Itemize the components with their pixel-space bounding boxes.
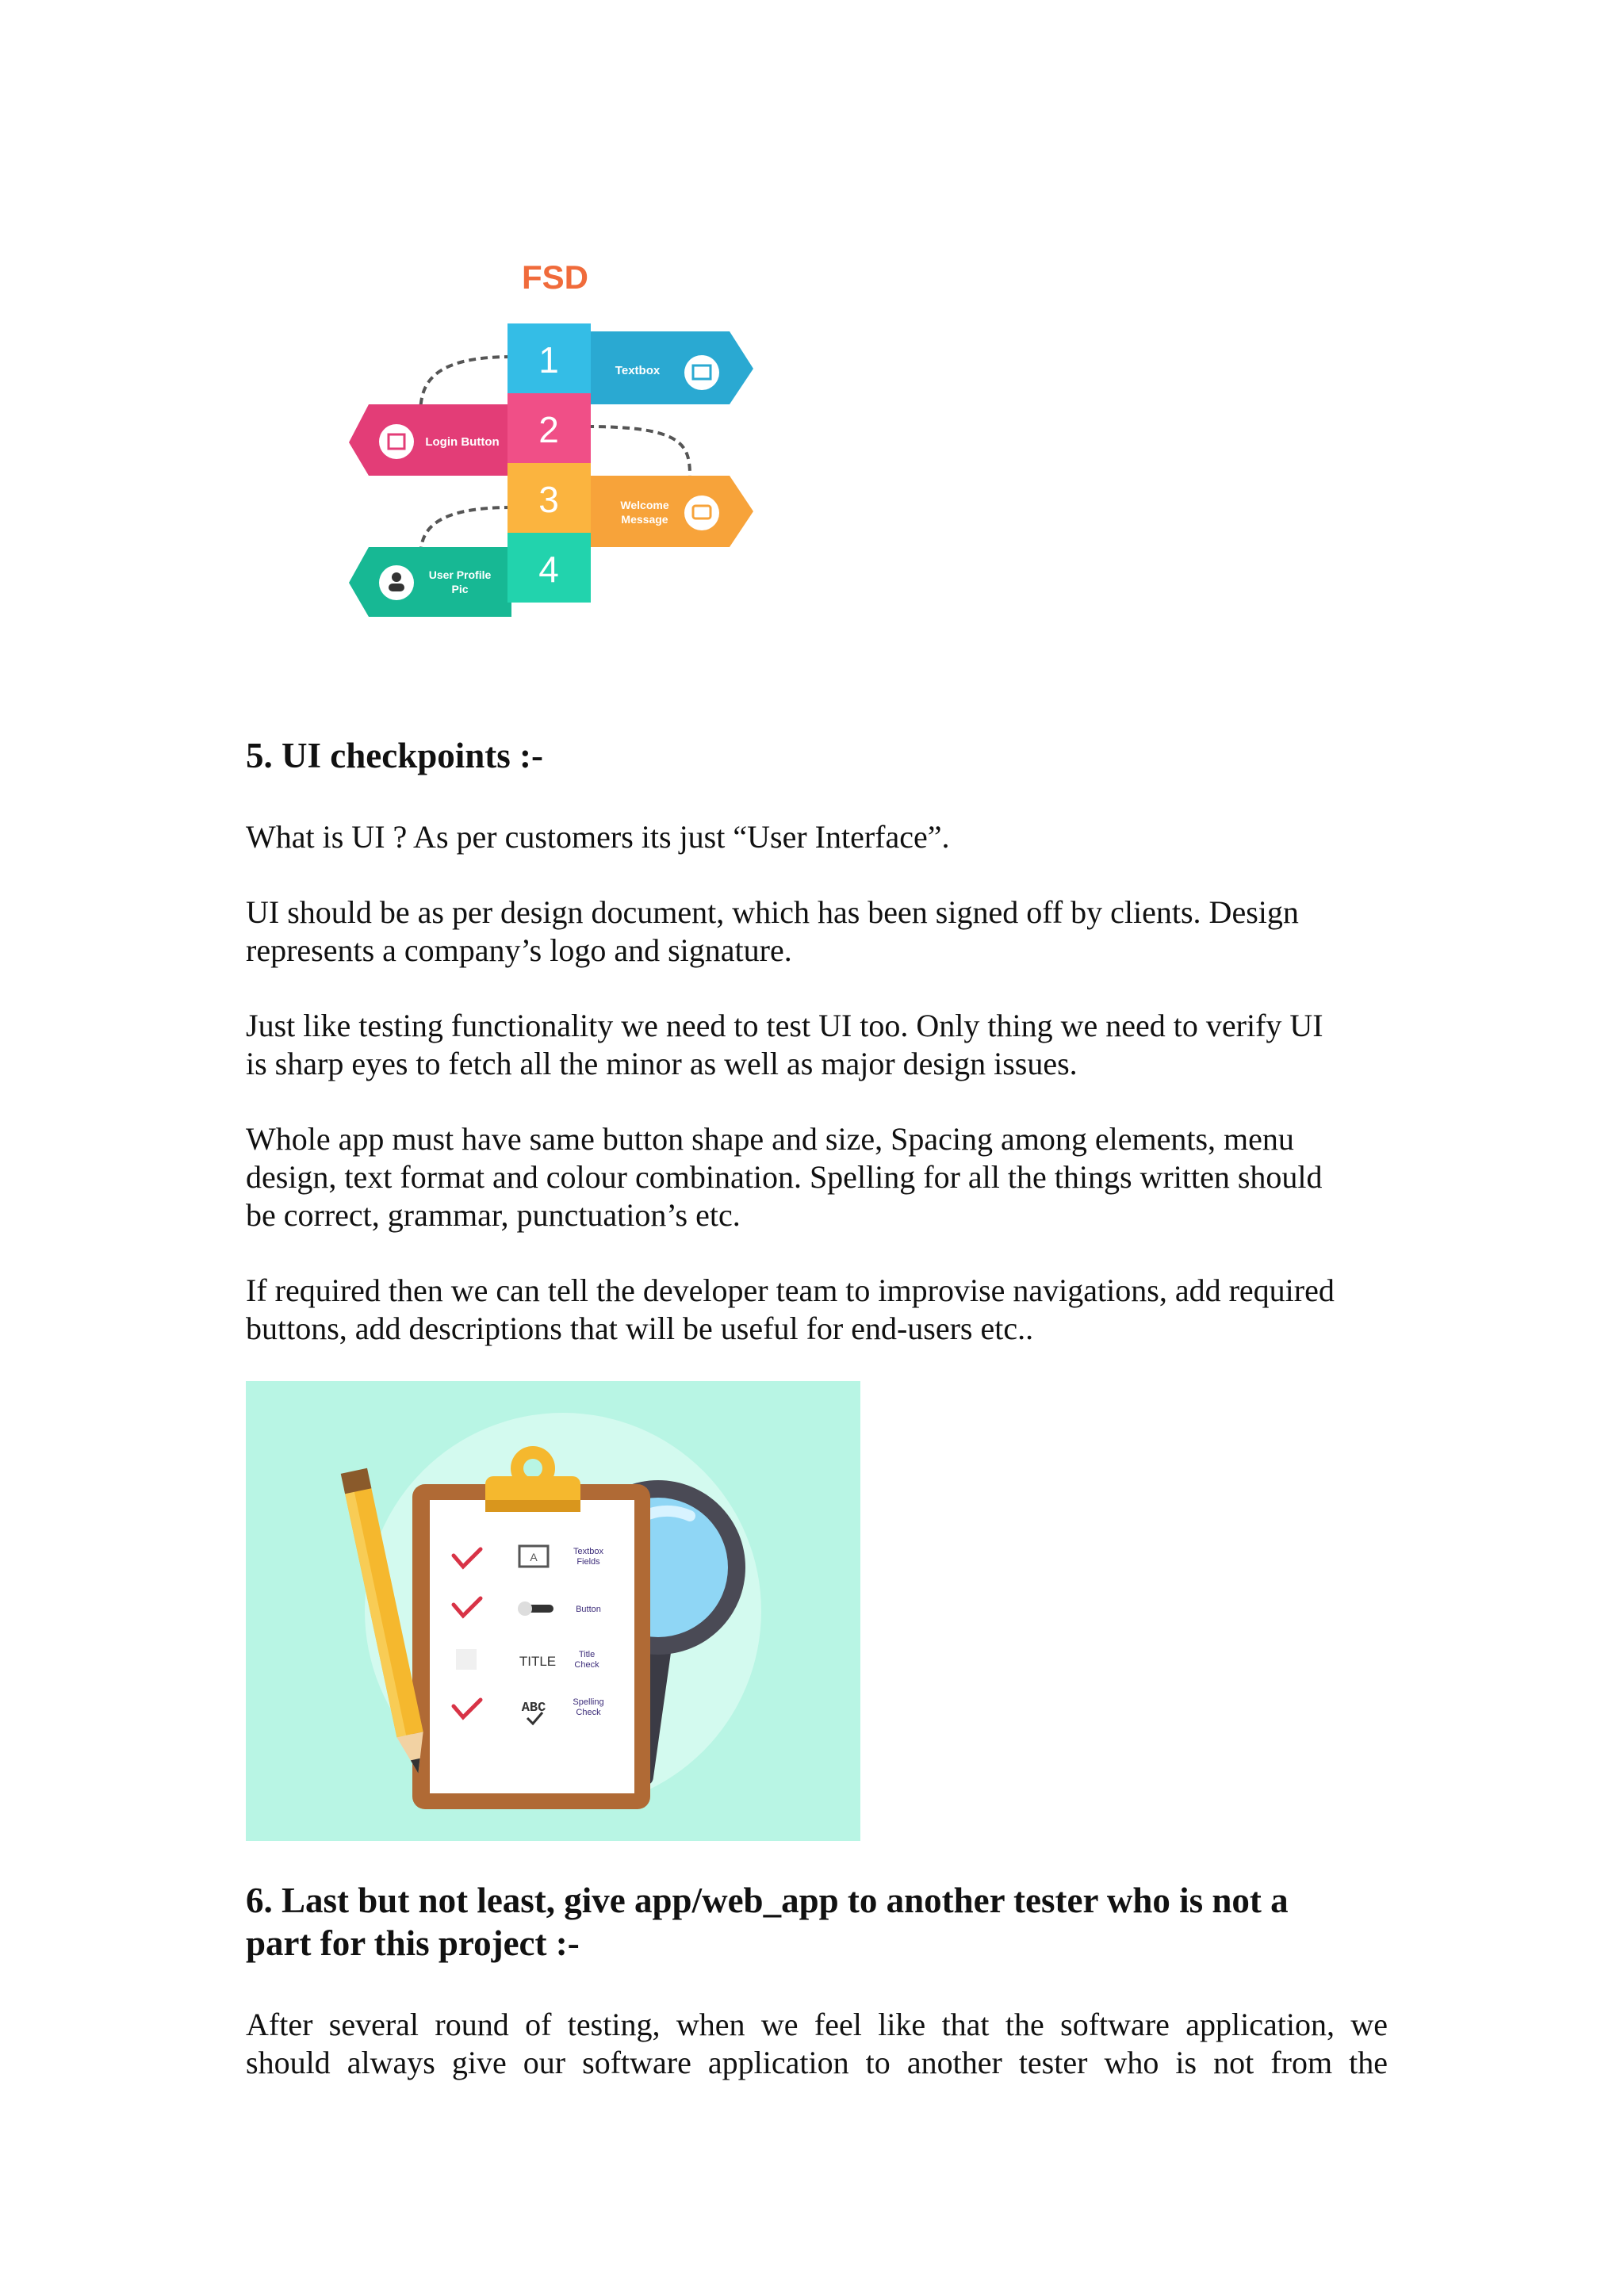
section-5-paragraph-4: Whole app must have same button shape and size, Spacing among elements, menu design, text format and colour combination. Spelling for all the things written should be correct, grammar, punctuation’s etc. bbox=[246, 1121, 1323, 1233]
fsd-step-4 bbox=[349, 533, 591, 617]
svg-text:ABC: ABC bbox=[521, 1701, 546, 1716]
step-number: 3 bbox=[538, 479, 559, 520]
svg-text:Spelling: Spelling bbox=[573, 1697, 604, 1707]
svg-text:Title: Title bbox=[578, 1650, 596, 1659]
step-label: Pic bbox=[451, 583, 469, 595]
step-label: Message bbox=[621, 513, 668, 526]
svg-text:Button: Button bbox=[576, 1605, 601, 1614]
svg-text:Check: Check bbox=[576, 1708, 601, 1717]
textbox-icon bbox=[684, 355, 719, 390]
step-number: 1 bbox=[538, 339, 559, 381]
login-icon bbox=[379, 424, 414, 459]
clipboard-paper bbox=[430, 1500, 634, 1793]
step-label: Textbox bbox=[615, 364, 661, 377]
fsd-title: FSD bbox=[522, 258, 588, 296]
user-profile-icon bbox=[379, 565, 414, 600]
empty-checkbox bbox=[456, 1649, 477, 1670]
step-number: 2 bbox=[538, 409, 559, 450]
section-5-heading: 5. UI checkpoints :- bbox=[246, 736, 544, 775]
svg-text:A: A bbox=[530, 1551, 538, 1563]
section-5-paragraph-2: UI should be as per design document, which has been signed off by clients. Design represents a company’s logo and signature. bbox=[246, 894, 1299, 968]
svg-text:Fields: Fields bbox=[576, 1557, 600, 1567]
title-text-icon: TITLE bbox=[519, 1654, 557, 1669]
connector-2-3 bbox=[587, 427, 690, 476]
fsd-diagram bbox=[349, 254, 761, 626]
checklist-illustration bbox=[246, 1381, 860, 1841]
fsd-step-1 bbox=[508, 323, 753, 404]
step-label: Welcome bbox=[620, 499, 669, 511]
section-5-paragraph-5: If required then we can tell the developer team to improvise navigations, add required buttons, add descriptions that will be useful for end-users etc.. bbox=[246, 1272, 1335, 1346]
section-6-heading: 6. Last but not least, give app/web_app to another tester who is not a part for this project :- bbox=[246, 1881, 1289, 1963]
step-label: User Profile bbox=[428, 568, 492, 581]
svg-text:Check: Check bbox=[574, 1660, 599, 1670]
step-number: 4 bbox=[538, 549, 559, 590]
section-6-paragraph: After several round of testing, when we feel like that the software application, we should always give our software application to another tester who is not from the bbox=[246, 2007, 1388, 2080]
section-5-paragraph-3: Just like testing functionality we need to test UI too. Only thing we need to verify UI is sharp eyes to fetch all the minor as well as major design issues. bbox=[246, 1008, 1323, 1081]
section-5-paragraph-1: What is UI ? As per customers its just “User Interface”. bbox=[246, 819, 950, 855]
svg-text:Textbox: Textbox bbox=[573, 1547, 603, 1556]
message-icon bbox=[684, 496, 719, 530]
step-label: Login Button bbox=[425, 435, 500, 449]
